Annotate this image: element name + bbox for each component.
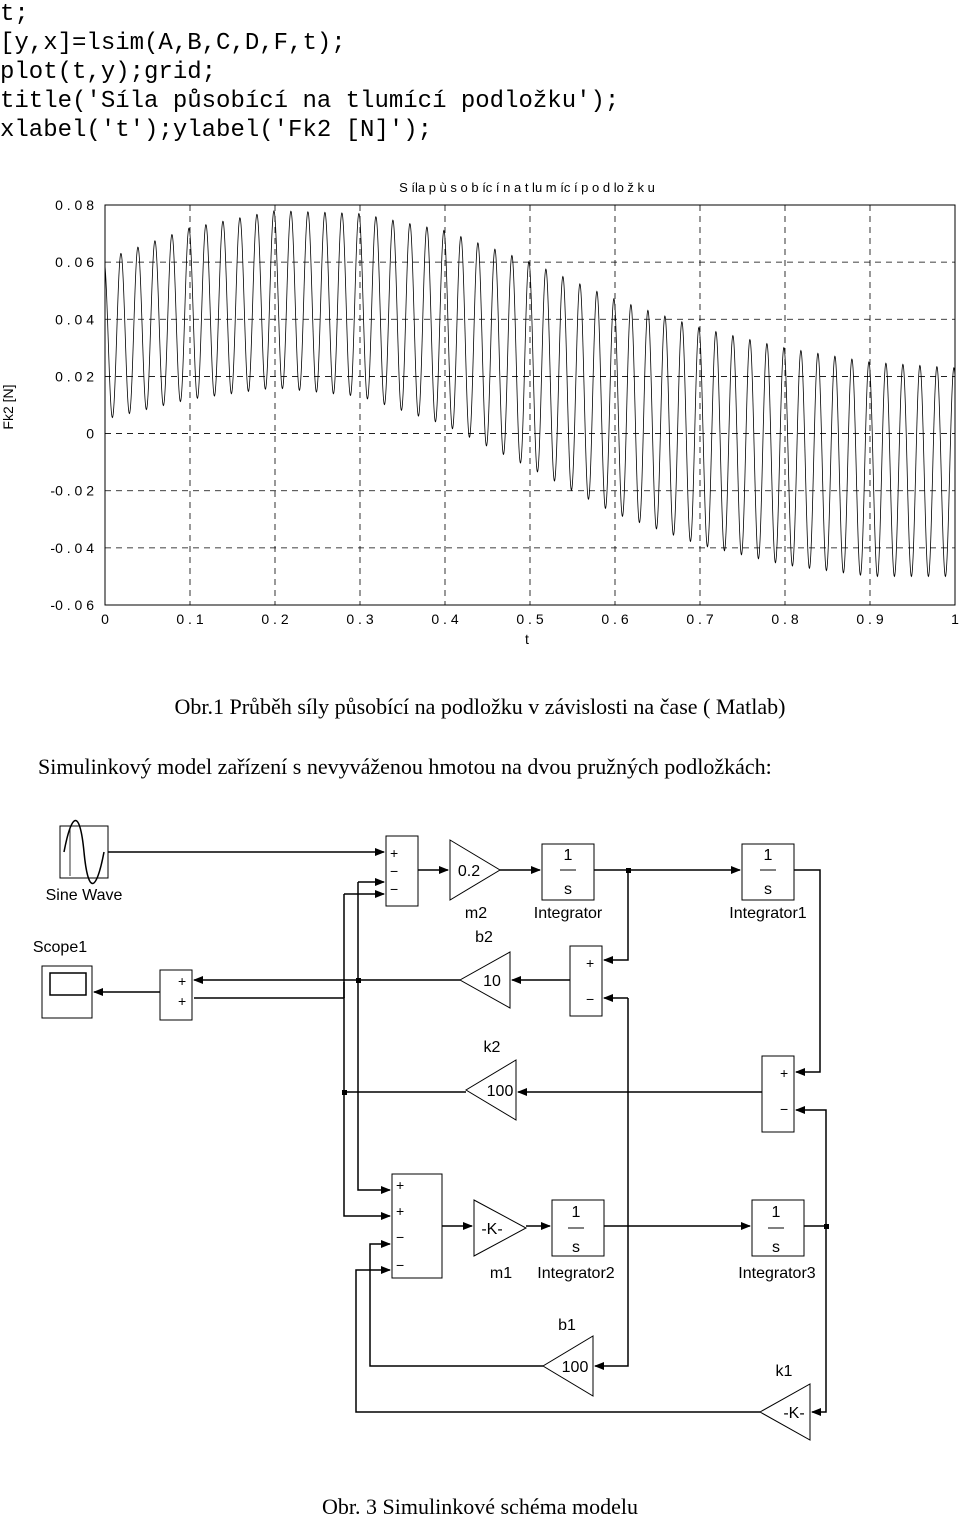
integrator2-block[interactable] <box>552 1200 604 1256</box>
svg-text:+: + <box>396 1177 405 1193</box>
force-chart <box>0 160 960 660</box>
sum-block-scope[interactable] <box>160 970 192 1020</box>
sum-block-b2[interactable] <box>570 946 602 1016</box>
figure-caption-1: Obr.1 Průběh síly působící na podložku v závislosti na čase ( Matlab) <box>174 694 786 719</box>
svg-text:100: 100 <box>486 1083 514 1100</box>
x-tick-label: 1 <box>951 611 959 627</box>
gain-k1-label: k1 <box>775 1363 793 1380</box>
integrator1-label: Integrator1 <box>729 905 807 922</box>
svg-text:-K-: -K- <box>481 1221 503 1238</box>
gain-b1-label: b1 <box>558 1317 576 1334</box>
svg-text:+: + <box>178 973 187 989</box>
chart-grid <box>105 205 955 605</box>
gain-k2-label: k2 <box>483 1039 501 1056</box>
svg-text:s: s <box>564 881 572 898</box>
scope-label: Scope1 <box>32 939 88 956</box>
matlab-code <box>0 0 619 145</box>
figure-caption-3: Obr. 3 Simulinkové schéma modelu <box>322 1494 638 1519</box>
sum-block-top[interactable] <box>386 836 418 906</box>
svg-text:−: − <box>396 1229 405 1245</box>
gain-b1-block[interactable] <box>543 1336 593 1396</box>
gain-m1-label: m1 <box>489 1265 513 1282</box>
code-line: [y,x]=lsim(A,B,C,D,F,t); <box>0 30 346 57</box>
sine-wave-block[interactable] <box>60 821 108 884</box>
gain-m2-label: m2 <box>464 905 488 922</box>
gain-b2-block[interactable] <box>460 952 510 1008</box>
scope-screen-icon <box>50 973 86 995</box>
svg-text:−: − <box>390 863 399 879</box>
x-tick-label: 0 . 5 <box>516 611 544 627</box>
integrator-block[interactable] <box>542 844 594 900</box>
integrator3-block[interactable] <box>752 1200 804 1256</box>
code-line: t; <box>0 1 29 28</box>
y-tick-label: -0 . 0 2 <box>50 482 94 499</box>
svg-text:−: − <box>586 991 595 1007</box>
y-tick-label: 0 . 0 8 <box>55 197 94 213</box>
sum-block-bottom[interactable] <box>392 1174 442 1278</box>
svg-text:−: − <box>390 881 399 897</box>
svg-text:−: − <box>780 1101 789 1117</box>
x-tick-label: 0 . 8 <box>771 611 799 627</box>
gain-m1-block[interactable] <box>474 1200 526 1256</box>
x-tick-label: 0 . 2 <box>261 611 289 627</box>
svg-text:+: + <box>390 845 399 861</box>
svg-text:-K-: -K- <box>783 1405 805 1422</box>
svg-text:+: + <box>178 993 187 1009</box>
svg-text:s: s <box>772 1239 780 1256</box>
x-tick-label: 0 . 3 <box>346 611 374 627</box>
x-axis-label: t <box>525 631 529 647</box>
integrator1-block[interactable] <box>742 844 794 900</box>
svg-text:s: s <box>764 881 772 898</box>
x-tick-label: 0 . 4 <box>431 611 459 627</box>
svg-text:1: 1 <box>563 847 573 864</box>
svg-text:10: 10 <box>483 973 501 990</box>
integrator3-label: Integrator3 <box>738 1265 816 1282</box>
y-tick-label: 0 . 0 4 <box>55 311 94 328</box>
svg-text:+: + <box>396 1203 405 1219</box>
y-tick-label: 0 . 0 6 <box>55 254 94 271</box>
y-axis-label: Fk2 [N] <box>0 384 16 430</box>
gain-k2-block[interactable] <box>466 1060 516 1120</box>
body-paragraph: Simulinkový model zařízení s nevyváženou hmotou na dvou pružných podložkách: <box>38 754 772 779</box>
integrator-label: Integrator <box>533 905 603 922</box>
svg-text:0.2: 0.2 <box>457 863 481 880</box>
code-line: xlabel('t');ylabel('Fk2 [N]'); <box>0 117 433 144</box>
x-tick-label: 0 . 6 <box>601 611 629 627</box>
svg-text:1: 1 <box>771 1204 781 1221</box>
y-tick-label: 0 . 0 2 <box>55 368 94 385</box>
svg-text:+: + <box>586 955 595 971</box>
x-tick-label: 0 . 7 <box>686 611 714 627</box>
gain-m2-block[interactable] <box>450 840 500 900</box>
x-tick-labels <box>101 611 959 627</box>
integrator2-label: Integrator2 <box>537 1265 615 1282</box>
x-tick-label: 0 . 1 <box>176 611 204 627</box>
simulink-diagram <box>0 810 960 1490</box>
svg-text:100: 100 <box>561 1359 589 1376</box>
x-tick-label: 0 . 9 <box>856 611 884 627</box>
y-tick-label: -0 . 0 4 <box>50 539 94 556</box>
y-tick-label: 0 <box>86 425 94 442</box>
chart-title: S íla p ù s o b íc í n a t lu m íc í p o d lo ž k u <box>399 180 655 195</box>
svg-text:s: s <box>572 1239 580 1256</box>
code-line: plot(t,y);grid; <box>0 59 217 86</box>
svg-text:+: + <box>780 1065 789 1081</box>
gain-k1-block[interactable] <box>760 1384 810 1440</box>
code-line: title('Síla působící na tlumící podložku'); <box>0 88 620 115</box>
y-tick-labels <box>50 197 94 613</box>
gain-b2-label: b2 <box>475 929 493 946</box>
sum-block-k2[interactable] <box>762 1056 794 1132</box>
svg-text:−: − <box>396 1257 405 1273</box>
svg-text:1: 1 <box>763 847 773 864</box>
svg-text:1: 1 <box>571 1204 581 1221</box>
signal-lines <box>94 852 826 1412</box>
x-tick-label: 0 <box>101 611 109 627</box>
scope-block[interactable] <box>42 966 92 1018</box>
y-tick-label: -0 . 0 6 <box>50 597 94 613</box>
sine-wave-label: Sine Wave <box>45 887 123 904</box>
